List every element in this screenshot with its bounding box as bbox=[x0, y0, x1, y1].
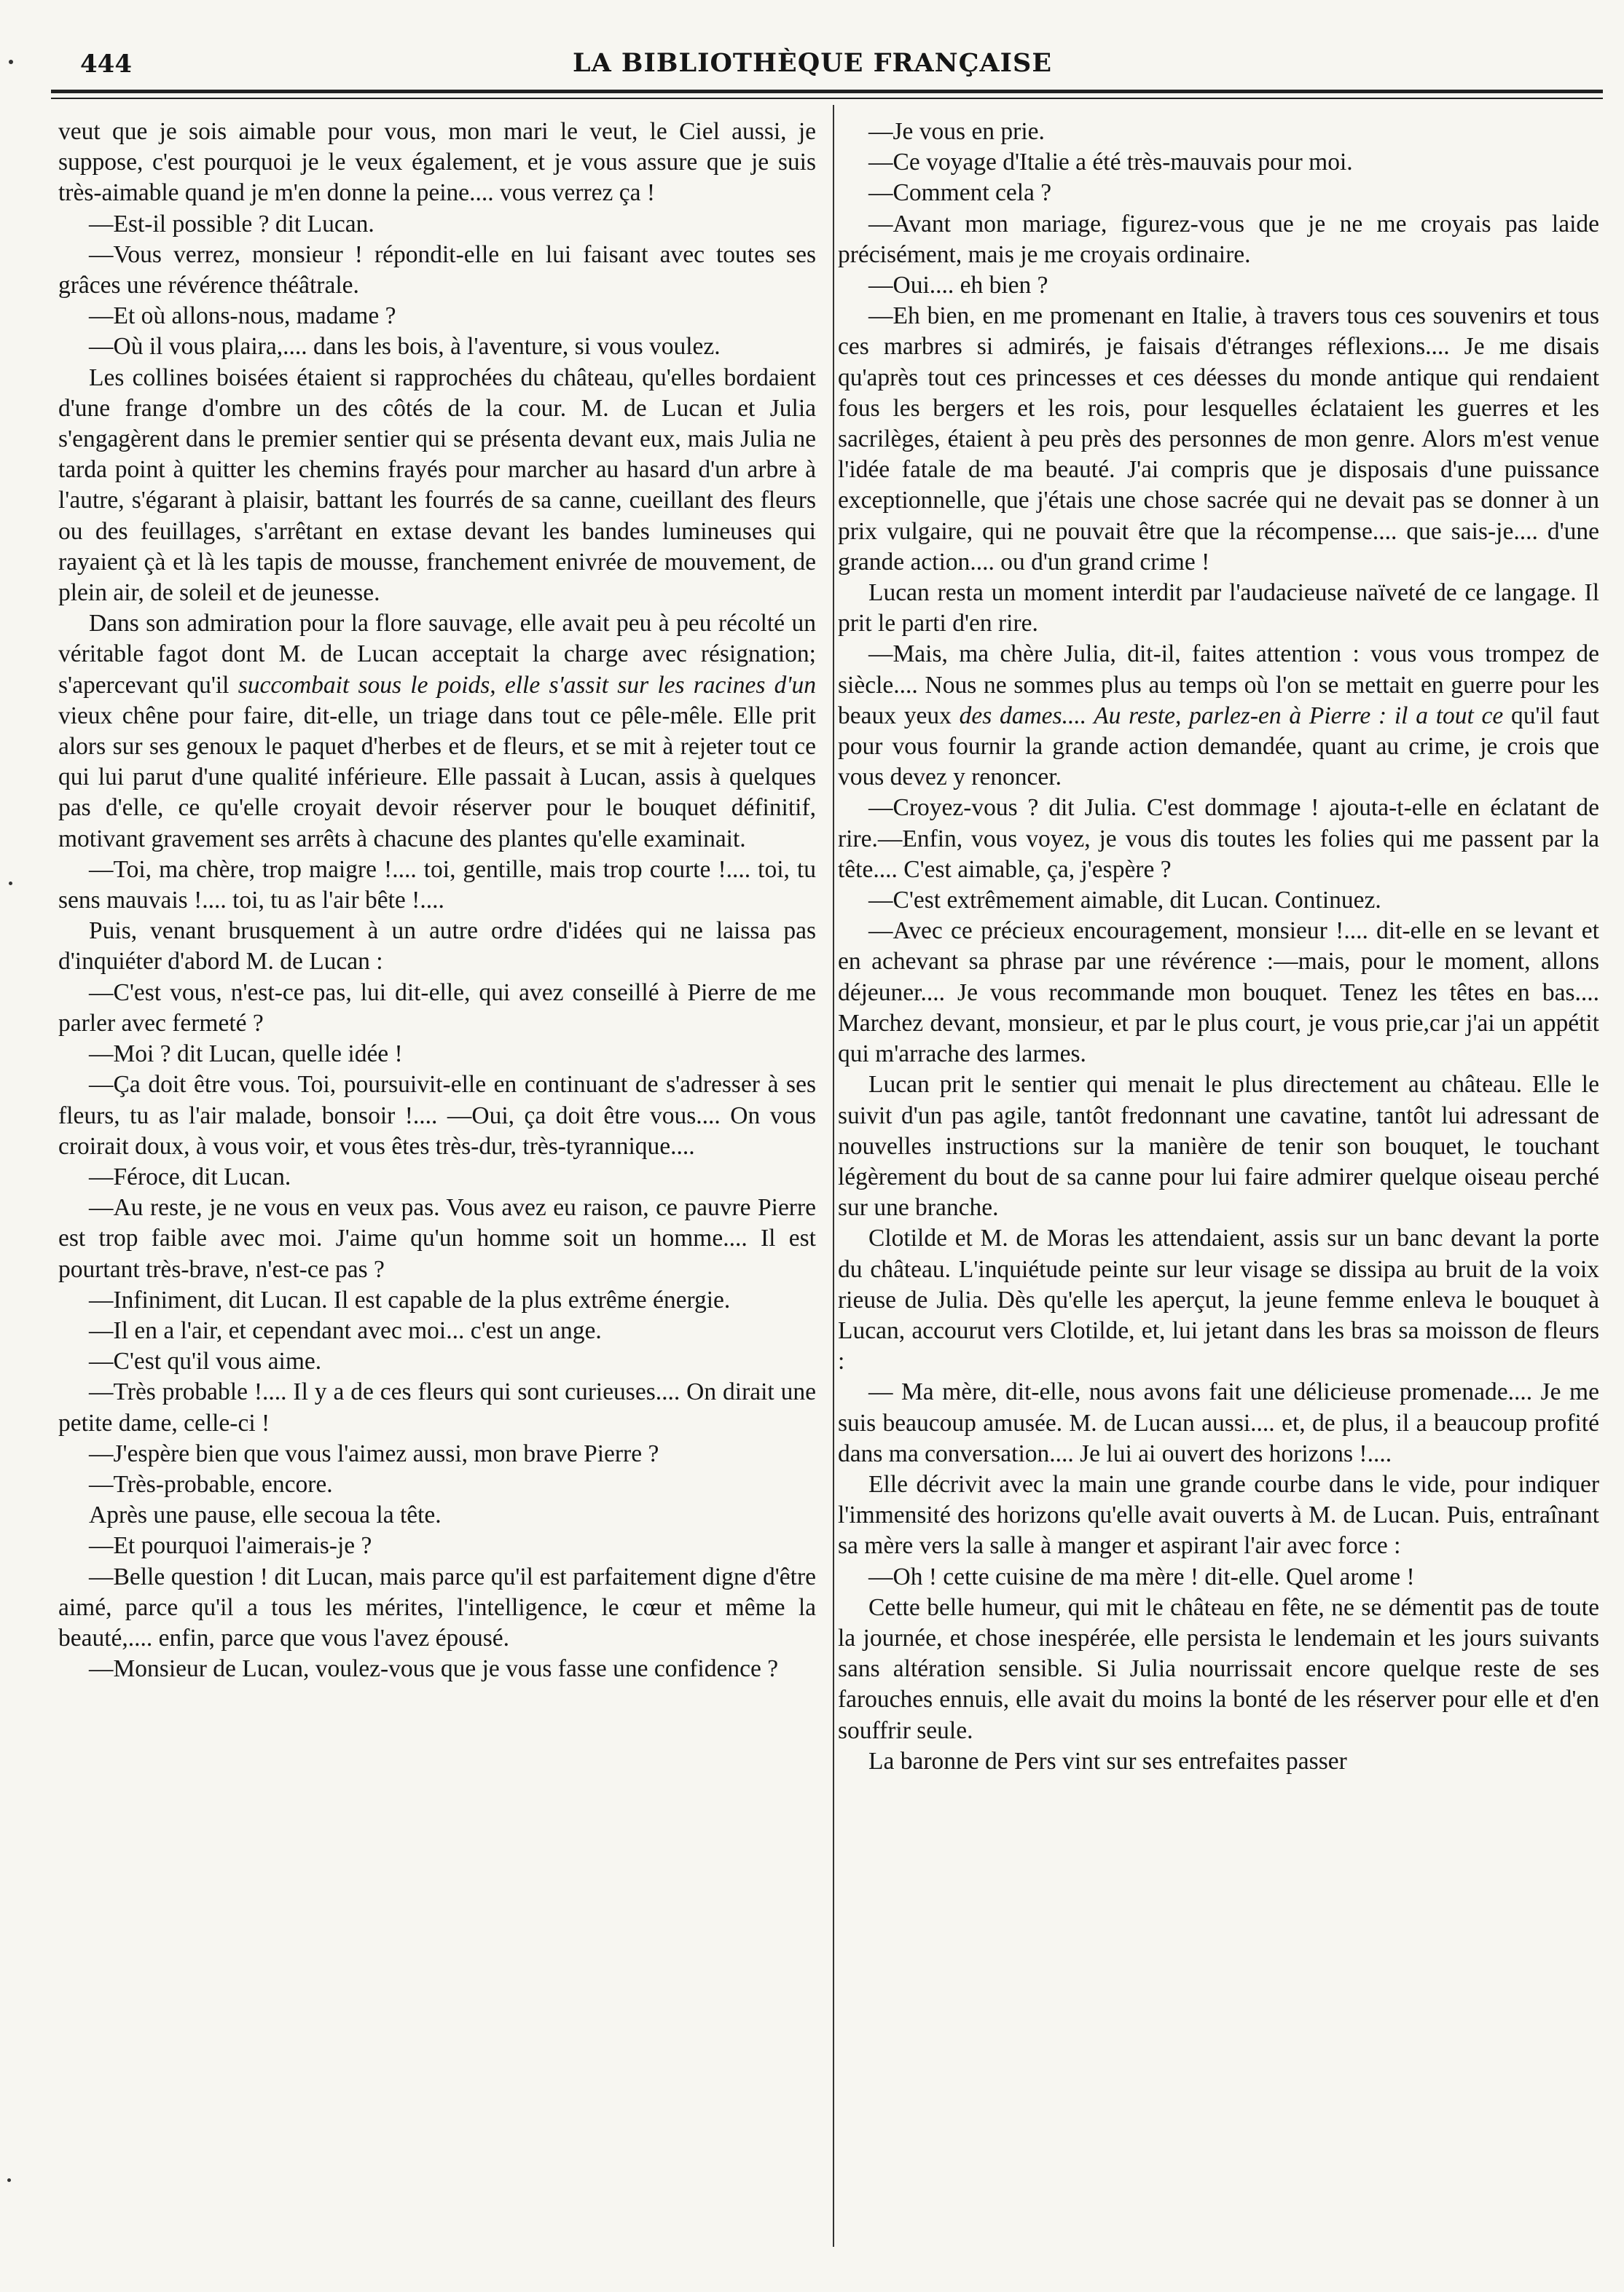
left-column bbox=[58, 117, 816, 1684]
dialogue-line: —Moi ? dit Lucan, quelle idée ! bbox=[89, 1040, 403, 1068]
dialogue-line: —C'est extrêmement aimable, dit Lucan. Continuez. bbox=[868, 887, 1381, 914]
paragraph-text: —Mais, ma chère Julia, dit-il, faites attention : vous vous trompez de siècle.... Nous ne sommes plus au temps où l'on se mettait en guerre pour les beaux yeux bbox=[838, 640, 1599, 729]
italic-text: des dames.... Au reste, parlez-en à Pierre : il a tout ce bbox=[959, 702, 1504, 729]
dialogue-line: Après une pause, elle secoua la tête. bbox=[89, 1502, 442, 1529]
dialogue-line: —Oh ! cette cuisine de ma mère ! dit-elle. Quel arome ! bbox=[868, 1563, 1415, 1590]
paragraph: La baronne de Pers vint sur ses entrefaites passer bbox=[868, 1747, 1347, 1775]
dialogue-line: —Oui.... eh bien ? bbox=[868, 272, 1048, 299]
paragraph-text: vieux chêne pour faire, dit-elle, un triage dans tout ce pêle-mêle. Elle prit alors sur ses genoux le paquet d'herbes et de fleurs, et se mit à rejeter tout ce qui lui parut d'une qualité inférieure. Elle passait à Lucan, assis à quelques pas d'elle, ce qu'elle croyait devoir réserver pour le bouquet définitif, motivant gravement ses arrêts à chacune des plantes qu'elle examinait. bbox=[58, 702, 816, 852]
dialogue-line: —J'espère bien que vous l'aimez aussi, mon brave Pierre ? bbox=[89, 1440, 659, 1467]
running-title: LA BIBLIOTHÈQUE FRANÇAISE bbox=[572, 48, 1053, 78]
dialogue-line: —C'est qu'il vous aime. bbox=[89, 1348, 322, 1375]
column-divider bbox=[833, 105, 834, 2247]
dialogue-line: —Ça doit être vous. Toi, poursuivit-elle en continuant de s'adresser à ses fleurs, tu as l'air malade, bonsoir !.... —Oui, ça doit être vous.... On vous croirait doux, à vous voir, et vous êtes très-dur, très-tyrannique.... bbox=[58, 1071, 816, 1160]
dialogue-line: —Avec ce précieux encouragement, monsieur !.... dit-elle en se levant et en achevant sa phrase par une révérence :—mais, pour le moment, allons déjeuner.... Je vous recommande mon bouquet. Tenez les têtes en bas.... Marchez devant, monsieur, et par le plus court, je vous prie,car j'ai un appétit qui m'arrache des larmes. bbox=[838, 917, 1599, 1068]
dialogue-line: —Et pourquoi l'aimerais-je ? bbox=[89, 1532, 372, 1560]
dialogue-line: —Je vous en prie. bbox=[868, 118, 1045, 145]
dialogue-line: — Ma mère, dit-elle, nous avons fait une délicieuse promenade.... Je me suis beaucoup amusée. M. de Lucan aussi.... et, de plus, il a beaucoup profité dans ma conversation.... Je lui ai ouvert des horizons !.... bbox=[838, 1378, 1599, 1467]
dialogue-line: —C'est vous, n'est-ce pas, lui dit-elle, qui avez conseillé à Pierre de me parler avec fermeté ? bbox=[58, 978, 816, 1037]
dialogue-line: —Féroce, dit Lucan. bbox=[89, 1163, 291, 1190]
dialogue-line: —Il en a l'air, et cependant avec moi... c'est un ange. bbox=[89, 1316, 602, 1344]
dialogue-line: —Infiniment, dit Lucan. Il est capable de la plus extrême énergie. bbox=[89, 1286, 731, 1314]
dialogue-line: —Ce voyage d'Italie a été très-mauvais pour moi. bbox=[868, 149, 1353, 176]
scan-speck bbox=[7, 2178, 11, 2182]
paragraph: Lucan prit le sentier qui menait le plus directement au château. Elle le suivit d'un pas agile, tantôt fredonnant une cavatine, tantôt lui adressant de nouvelles instructions sur la manière de tenir son bouquet, le touchant légèrement du bout de sa canne pour lui faire admirer quelque oiseau perché sur une branche. bbox=[838, 1071, 1599, 1222]
italic-text: succombait sous le poids, elle s'assit sur les racines d'un bbox=[238, 671, 817, 699]
dialogue-line: —Avant mon mariage, figurez-vous que je ne me croyais pas laide précisément, mais je me croyais ordinaire. bbox=[838, 210, 1599, 268]
dialogue-line: —Où il vous plaira,.... dans les bois, à l'aventure, si vous voulez. bbox=[89, 333, 721, 361]
continued-paragraph: veut que je sois aimable pour vous, mon mari le veut, le Ciel aussi, je suppose, c'est pourquoi je le veux également, et je vous assure que je suis très-aimable quand je m'en donne la peine.... vous verrez ça ! bbox=[58, 118, 816, 207]
paragraph: Les collines boisées étaient si rapprochées du château, qu'elles bordaient d'une frange d'ombre un des côtés de la cour. M. de Lucan et Julia s'engagèrent dans le premier sentier qui se présenta devant eux, mais Julia ne tarda point à quitter les chemins frayés pour marcher au hasard d'un arbre à l'autre, s'égarant à plaisir, battant les fourrés de sa canne, cueillant des fleurs ou des feuillages, s'arrêtant en extase devant les bandes lumineuses qui rayaient çà et là les tapis de mousse, franchement enivrée de mouvement, de plein air, de soleil et de jeunesse. bbox=[58, 364, 816, 607]
dialogue-line: —Croyez-vous ? dit Julia. C'est dommage ! ajouta-t-elle en éclatant de rire.—Enfin, vous voyez, je vous dis toutes les folies qui me passent par la tête.... C'est aimable, ça, j'espère ? bbox=[838, 794, 1599, 883]
paragraph-text: qu'il faut pour vous fournir la grande action demandée, quant au crime, je crois que vous devez y renoncer. bbox=[838, 702, 1600, 791]
paragraph: Lucan resta un moment interdit par l'audacieuse naïveté de ce langage. Il prit le parti d'en rire. bbox=[838, 579, 1599, 637]
paragraph: Puis, venant brusquement à un autre ordre d'idées qui ne laissa pas d'inquiéter d'abord M. de Lucan : bbox=[58, 917, 816, 976]
dialogue-line: —Eh bien, en me promenant en Italie, à travers tous ces souvenirs et tous ces marbres si admirés, je faisais d'étranges réflexions.... Je me disais qu'après tout ces princesses et ces déesses du monde antique qui rendaient fous les bergers et les rois, pour lesquelles éclataient les guerres et les sacrilèges, étaient à peu près des personnes de mon genre. Alors m'est venue l'idée fatale de ma beauté. J'ai compris que je disposais d'une puissance exceptionnelle, que j'étais une chose sacrée qui ne devait pas se donner à un prix vulgaire, qui ne pouvait être que la récompense.... que sais-je.... d'une grande action.... ou d'un grand crime ! bbox=[838, 302, 1599, 576]
dialogue-line: —Monsieur de Lucan, voulez-vous que je vous fasse une confidence ? bbox=[89, 1655, 779, 1683]
dialogue-line: —Belle question ! dit Lucan, mais parce qu'il est parfaitement digne d'être aimé, parce qu'il a tous les mérites, l'intelligence, le cœur et même la beauté,.... enfin, parce que vous l'avez épousé. bbox=[58, 1563, 816, 1652]
scan-speck bbox=[9, 882, 12, 885]
dialogue-line: —Très probable !.... Il y a de ces fleurs qui sont curieuses.... On dirait une petite dame, celle-ci ! bbox=[58, 1378, 816, 1437]
paragraph: Cette belle humeur, qui mit le château en fête, ne se démentit pas de toute la journée, et chose inespérée, elle persista le lendemain et les jours suivants sans altération sensible. Si Julia nourrissait encore quelque reste de ses farouches ennuis, elle avait du moins la bonté de les réserver pour elle et d'en souffrir seule. bbox=[838, 1593, 1599, 1744]
dialogue-line: —Est-il possible ? dit Lucan. bbox=[89, 210, 374, 238]
dialogue-line: —Très-probable, encore. bbox=[89, 1470, 333, 1498]
header-rule-thick bbox=[51, 90, 1603, 93]
dialogue-line: —Toi, ma chère, trop maigre !.... toi, gentille, mais trop courte !.... toi, tu sens mauvais !.... toi, tu as l'air bête !.... bbox=[58, 855, 816, 914]
header-rule-thin bbox=[51, 98, 1603, 99]
dialogue-line: —Vous verrez, monsieur ! répondit-elle en lui faisant avec toutes ses grâces une révérence théâtrale. bbox=[58, 240, 816, 299]
right-column bbox=[838, 117, 1599, 1777]
paragraph bbox=[58, 608, 816, 855]
page-number: 444 bbox=[80, 50, 132, 79]
dialogue-line: —Et où allons-nous, madame ? bbox=[89, 302, 396, 330]
dialogue-line bbox=[838, 639, 1599, 793]
dialogue-line: —Au reste, je ne vous en veux pas. Vous avez eu raison, ce pauvre Pierre est trop faible avec moi. J'aime qu'un homme soit un homme.... Il est pourtant très-brave, n'est-ce pas ? bbox=[58, 1194, 816, 1283]
paragraph: Elle décrivit avec la main une grande courbe dans le vide, pour indiquer l'immensité des horizons qu'elle avait ouverts à M. de Lucan. Puis, entraînant sa mère vers la salle à manger et aspirant l'air avec force : bbox=[838, 1470, 1599, 1560]
page-header bbox=[51, 45, 1574, 89]
paragraph-text: Dans son admiration pour la flore sauvage, elle avait peu à peu récolté un véritable fagot dont M. de Lucan acceptait la charge avec résignation; s'apercevant qu'il bbox=[58, 610, 816, 699]
dialogue-line: —Comment cela ? bbox=[868, 179, 1052, 207]
paragraph: Clotilde et M. de Moras les attendaient, assis sur un banc devant la porte du château. L'inquiétude peinte sur leur visage se dissipa au bruit de la voix rieuse de Julia. Dès qu'elle les aperçut, la jeune femme enleva le bouquet à Lucan, accourut vers Clotilde, et, lui jetant dans les bras sa moisson de fleurs : bbox=[838, 1225, 1599, 1375]
scan-speck bbox=[9, 60, 13, 64]
